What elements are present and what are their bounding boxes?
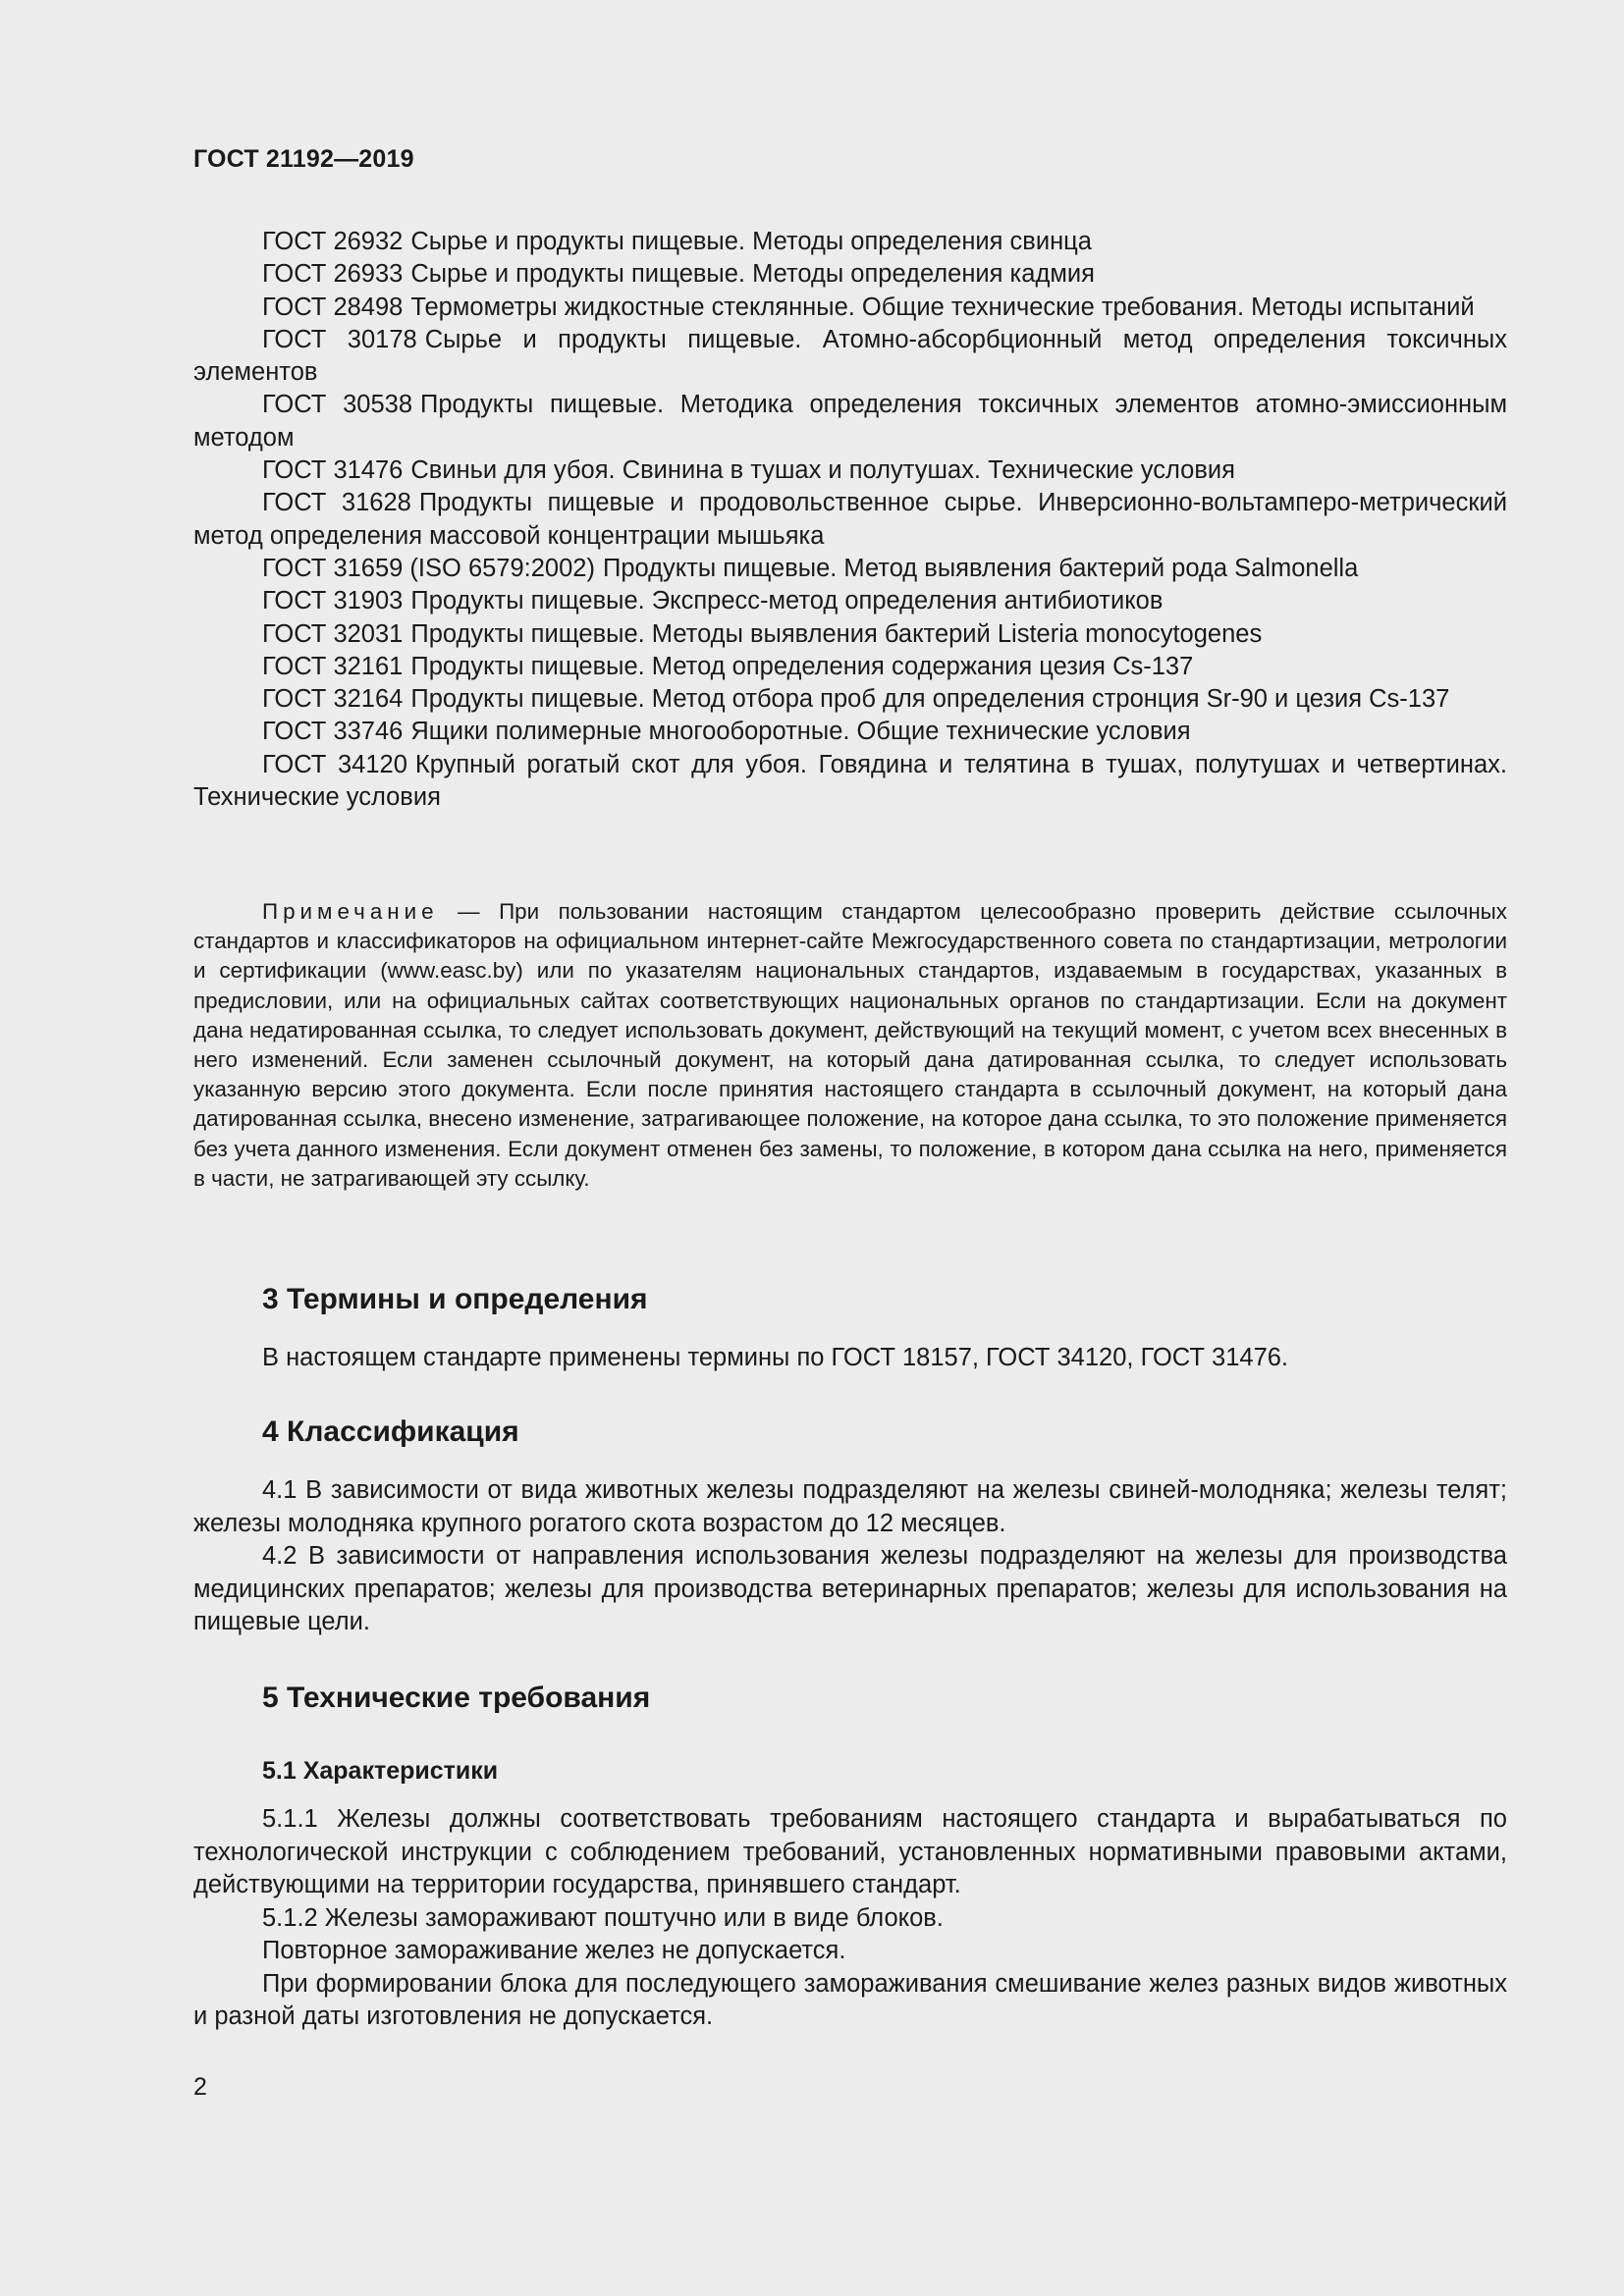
reference-code: ГОСТ 30178	[262, 325, 417, 353]
page-number: 2	[193, 2073, 207, 2101]
document-header: ГОСТ 21192—2019	[193, 145, 414, 173]
section-4-body	[193, 1474, 1507, 1639]
reference-code: ГОСТ 31659 (ISO 6579:2002)	[262, 554, 595, 582]
reference-code: ГОСТ 32164	[262, 685, 404, 714]
reference-item	[193, 258, 1507, 291]
reference-title: Сырье и продукты пищевые. Методы определения свинца	[410, 228, 1092, 255]
section-5-title: 5 Технические требования	[262, 1682, 651, 1714]
clause-4-1: 4.1 В зависимости от вида животных железы подразделяют на железы свиней-молодняка; железы телят; железы молодняка крупного рогатого скота возрастом до 12 месяцев.	[193, 1476, 1507, 1537]
reference-item	[193, 651, 1507, 683]
note-label: Примечание	[262, 899, 439, 924]
section-4-title: 4 Классификация	[262, 1415, 519, 1448]
reference-item	[193, 553, 1507, 585]
reference-code: ГОСТ 28498	[262, 293, 404, 321]
reference-item	[193, 487, 1507, 553]
note-paragraph	[193, 897, 1507, 1194]
reference-title: Сырье и продукты пищевые. Методы определения кадмия	[410, 260, 1095, 289]
subsection-5-1-title: 5.1 Характеристики	[262, 1757, 499, 1785]
reference-item	[193, 226, 1507, 258]
clause-5-1-2-text-a: Повторное замораживание желез не допускается.	[262, 1937, 846, 1964]
section-3-title: 3 Термины и определения	[262, 1283, 648, 1315]
reference-title: Термометры жидкостные стеклянные. Общие технические требования. Методы испытаний	[410, 293, 1475, 321]
reference-title: Ящики полимерные многооборотные. Общие технические условия	[410, 718, 1191, 746]
reference-code: ГОСТ 31476	[262, 456, 404, 485]
reference-item	[193, 389, 1507, 454]
reference-title: Продукты пищевые. Методика определения токсичных элементов атомно-эмиссионным методом	[193, 391, 1507, 452]
reference-title: Продукты пищевые и продовольственное сырье. Инверсионно-вольтамперо-метрический метод определения массовой концентрации мышьяка	[193, 489, 1507, 550]
reference-code: ГОСТ 31903	[262, 587, 404, 615]
reference-item	[193, 585, 1507, 617]
clause-5-1-1: 5.1.1 Железы должны соответствовать требованиям настоящего стандарта и вырабатываться по технологической инструкции с соблюдением требований, установленных нормативными правовыми актами, действующими на территории государства, принявшего стандарт.	[193, 1805, 1507, 1898]
note-dash: —	[458, 899, 480, 924]
clause-5-1-2: 5.1.2 Железы замораживают поштучно или в виде блоков.	[262, 1903, 944, 1932]
reference-code: ГОСТ 33746	[262, 718, 404, 746]
reference-title: Продукты пищевые. Методы выявления бактерий Listeria monocytogenes	[410, 619, 1263, 648]
reference-code: ГОСТ 32031	[262, 619, 404, 648]
section-3-text: В настоящем стандарте применены термины по ГОСТ 18157, ГОСТ 34120, ГОСТ 31476.	[262, 1344, 1289, 1371]
section-3-body	[193, 1342, 1507, 1375]
reference-title: Сырье и продукты пищевые. Атомно-абсорбционный метод определения токсичных элементов	[193, 325, 1507, 387]
reference-title: Продукты пищевые. Метод отбора проб для определения стронция Sr-90 и цезия Cs-137	[410, 685, 1450, 714]
reference-item	[193, 749, 1507, 815]
normative-references-list	[193, 226, 1507, 814]
reference-item	[193, 324, 1507, 390]
reference-item	[193, 683, 1507, 716]
reference-title: Продукты пищевые. Метод выявления бактерий рода Salmonella	[602, 554, 1359, 582]
reference-item	[193, 716, 1507, 748]
reference-title: Продукты пищевые. Метод определения содержания цезия Cs-137	[410, 652, 1194, 680]
clause-5-1-2-text-b: При формировании блока для последующего замораживания смешивание желез разных видов животных и разной даты изготовления не допускается.	[193, 1969, 1507, 2030]
reference-code: ГОСТ 34120	[262, 750, 407, 778]
reference-code: ГОСТ 26933	[262, 260, 404, 289]
reference-title: Продукты пищевые. Экспресс-метод определения антибиотиков	[410, 587, 1164, 615]
reference-code: ГОСТ 30538	[262, 391, 413, 419]
reference-item	[193, 292, 1507, 324]
reference-title: Свиньи для убоя. Свинина в тушах и полутушах. Технические условия	[410, 456, 1235, 485]
reference-code: ГОСТ 32161	[262, 652, 404, 680]
section-5-body	[193, 1803, 1507, 2034]
reference-item	[193, 618, 1507, 651]
note-text: При пользовании настоящим стандартом целесообразно проверить действие ссылочных стандартов и классификаторов на официальном интернет-сайте Межгосударственного совета по стандартизации, метрологии и сертификации (www.easc.by) или по указателям национальных стандартов, издаваемым в государствах, указанных в предисловии, или на официальных сайтах соответствующих национальных органов по стандартизации. Если на документ дана недатированная ссылка, то следует использовать документ, действующий на текущий момент, с учетом всех внесенных в него изменений. Если заменен ссылочный документ, на который дана датированная ссылка, то следует использовать указанную версию этого документа. Если после принятия настоящего стандарта в ссылочный документ, на который дана датированная ссылка, внесено изменение, затрагивающее положение, на которое дана ссылка, то это положение применяется без учета данного изменения. Если документ отменен без замены, то положение, в котором дана ссылка на него, применяется в части, не затрагивающей эту ссылку.	[193, 899, 1507, 1191]
reference-code: ГОСТ 31628	[262, 489, 411, 517]
reference-item	[193, 454, 1507, 487]
clause-4-2: 4.2 В зависимости от направления использования железы подразделяют на железы для производства медицинских препаратов; железы для производства ветеринарных препаратов; железы для использования на пищевые цели.	[193, 1542, 1507, 1635]
reference-title: Крупный рогатый скот для убоя. Говядина и телятина в тушах, полутушах и четвертинах. Технические условия	[193, 750, 1507, 812]
reference-code: ГОСТ 26932	[262, 228, 404, 255]
